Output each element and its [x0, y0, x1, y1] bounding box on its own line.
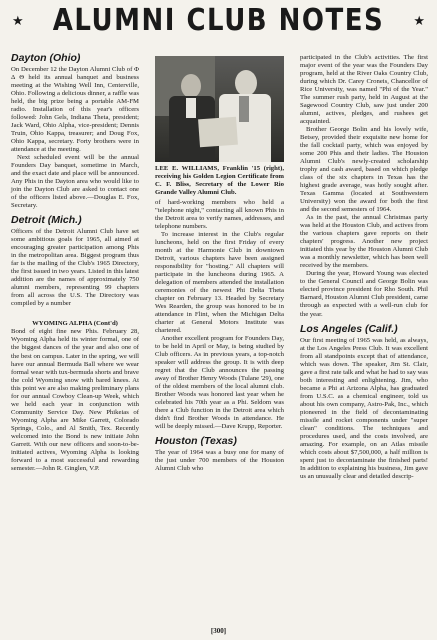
detroit-continued-paragraph: To increase interest in the Club's regular luncheons, held on the first Friday of every month at the Harmonie Club in downtown Detroit, various chapters have been assigned responsibility for "hosting." All chapters will participate in the luncheons during 1965. A delegation of members attended the installation ceremonies of the newest Phi Delta Theta chapter on February 13. Headed by Secretary Wes Rearden, the group was honored to be in attendance in Flint, when the Michigan Delta charter at General Motors Institute was chartered.	[155, 231, 284, 335]
section-heading-detroit: Detroit (Mich.)	[11, 214, 82, 227]
los-angeles-paragraph: Our first meeting of 1965 was held, as always, at the Los Angeles Press Club. It was excellent from all standpoints except that of attendance, which was down. The speaker, Jim St. Clair, gave a first rate talk and what he had to say was both interesting and enlightening. Jim, who became a Phi at Arizona Alpha, has graduated from U.S.C. as a chemical engineer, told us about his own company, Astro-Pak, Inc., which pioneered in the field of decontaminating missile and rocket components under "super clean" conditions. The techniques and procedures used, and the costs involved, are amazing. For example, on an Atlas missile which costs about $7,500,000, a half million is spent just to decontaminate the finished parts! In addition to explaining his business, Jim gave us an unusually clear and detailed descrip-	[300, 336, 428, 480]
column-middle	[155, 56, 284, 474]
detroit-continued-paragraph: of hard-working members who held a "telephone night," contacting all known Phis in the Detroit area to verify names, addresses, and telephone numbers.	[155, 199, 284, 231]
section-heading-dayton: Dayton (Ohio)	[11, 52, 81, 64]
dayton-paragraph: Next scheduled event will be the annual Founders Day banquet, sometime in March, and the exact date and place will be announced. Any Phis in the Dayton area who would like to join the Dayton Club are asked to contact one of the officers listed above.—Douglas E. Fox, Secretary.	[11, 154, 139, 210]
photo-golden-legion	[155, 56, 284, 162]
houston-continued-paragraph: participated in the Club's activities. The first major event of the year was the Founders Day program, held at the River Oaks Country Club, during which Dr. Carey Croneis, Chancellor of Rice University, was named "Phi of the Year." The summer rush party, held in August at the Sagewood Country Club, saw just under 200 alumni, actives, pledges, and rushees get acquainted.	[300, 54, 428, 126]
column-right	[300, 54, 428, 481]
star-icon-right: ★	[413, 13, 425, 28]
dayton-paragraph: On December 12 the Dayton Alumni Club of Φ Δ Θ held its annual banquet and business meeting at the Wishing Well Inn, Centerville, Ohio. Following a delicious dinner, a raffle was held, the big prize being a portable AM-FM radio. Installation of this year's officers followed: John Gels, Indiana Theta, president; Jack Ward, Ohio Alpha, vice-president; Dennis Truin, Ohio Kappa, treasurer; and Doug Fox, Ohio Kappa, secretary. Forty brothers were in attendance at the meeting.	[11, 66, 139, 154]
detroit-continued-paragraph: Another excellent program for Founders Day, to be held in April or May, is being studied by Club officers. As in previous years, a top-notch speaker will address the group. It is with deep regret that the Club announces the passing away of Brother Henry Woods (Tulane '29), one of the oldest members of the local alumni club. Brother Woods was honored last year when he celebrated his 70th year as a Phi. Seldom was there a Club function in the Detroit area which didn't find Brother Woods in attendance. He will be deeply missed.—Dave Krupp, Reporter.	[155, 335, 284, 431]
section-heading-los-angeles: Los Angeles (Calif.)	[300, 322, 398, 335]
column-left	[11, 50, 139, 473]
page-title: ALUMNI CLUB NOTES	[52, 3, 385, 39]
star-icon-left: ★	[12, 13, 24, 28]
detroit-paragraph: Officers of the Detroit Alumni Club have set some ambitious goals for 1965, all aimed at encouraging greater participation among Phis in the metropolitan area. Biggest program thus far is the mailing of the Club's 1965 Directory, the first issued in two years. Listed in this latest addition are the names of approximately 750 alumni members, representing 99 chapters from all across the U.S. The Directory was compiled by a number	[11, 228, 139, 308]
houston-continued-paragraph: Brother George Bolin and his lovely wife, Betsey, provided their exquisite new home for the fall cocktail party, which was enjoyed by some 200 Phis and their ladies. The Houston Alumni Club's newly-created scholarship trophy and cash award, based on which pledge class of the six chapters in Texas has the highest grade average, was hotly sought after. Texas Gamma (located at Southwestern University) won the award for both the first and the second semesters of 1964.	[300, 126, 428, 214]
houston-continued-paragraph: During the year, Howard Young was elected to the General Council and George Bolin was elected province president for Rho South. Phil Barnard, Houston Alumni Club president, came through as expected with a well-run club for the year.	[300, 270, 428, 318]
page-header	[0, 0, 437, 44]
wyoming-paragraph: Bond of eight fine new Phis. February 28, Wyoming Alpha held its winter formal, one of the biggest dances of the year and also one of the best on campus. Later in the spring, we will have our annual Bermuda Ball where we wear formal wear with tux-bermuda shorts and brave the cold Wyoming snow with bared knees. At this point we are also making preliminary plans for our annual Cowboy Clean-up Week, which we held each year in conjunction with Community Service Day. New Phikeias of Wyoming Alpha are Mike Garrett, Colorado Springs, Colo., and Al Smith, Tex. Recently welcomed into the Bond is new initiate John Garrett. With our new officers and soon-to-be-initiated actives, Wyoming Alpha is looking forward to a most successful and rewarding semester.—John R. Ginglen, V.P.	[11, 328, 139, 472]
photo-caption: LEE E. WILLIAMS, Franklin '15 (right), receiving his Golden Legion Certificate from C. F. Bliss, Secretary of the Lower Rio Grande Valley Alumni Club.	[155, 165, 284, 196]
section-heading-houston: Houston (Texas)	[155, 435, 237, 448]
houston-paragraph: The year of 1964 was a busy one for many of the just under 700 members of the Houston Alumni Club who	[155, 449, 284, 473]
page-number: [300]	[210, 627, 227, 635]
houston-continued-paragraph: As in the past, the annual Christmas party was held at the Houston Club, and actives from the various chapters gave reports on their chapters' progress. Another new project initiated this year by the Houston Alumni Club was a monthly newsletter, which has been well received by the members.	[300, 214, 428, 270]
section-heading-wyoming: WYOMING ALPHA (Cont'd)	[32, 320, 118, 328]
